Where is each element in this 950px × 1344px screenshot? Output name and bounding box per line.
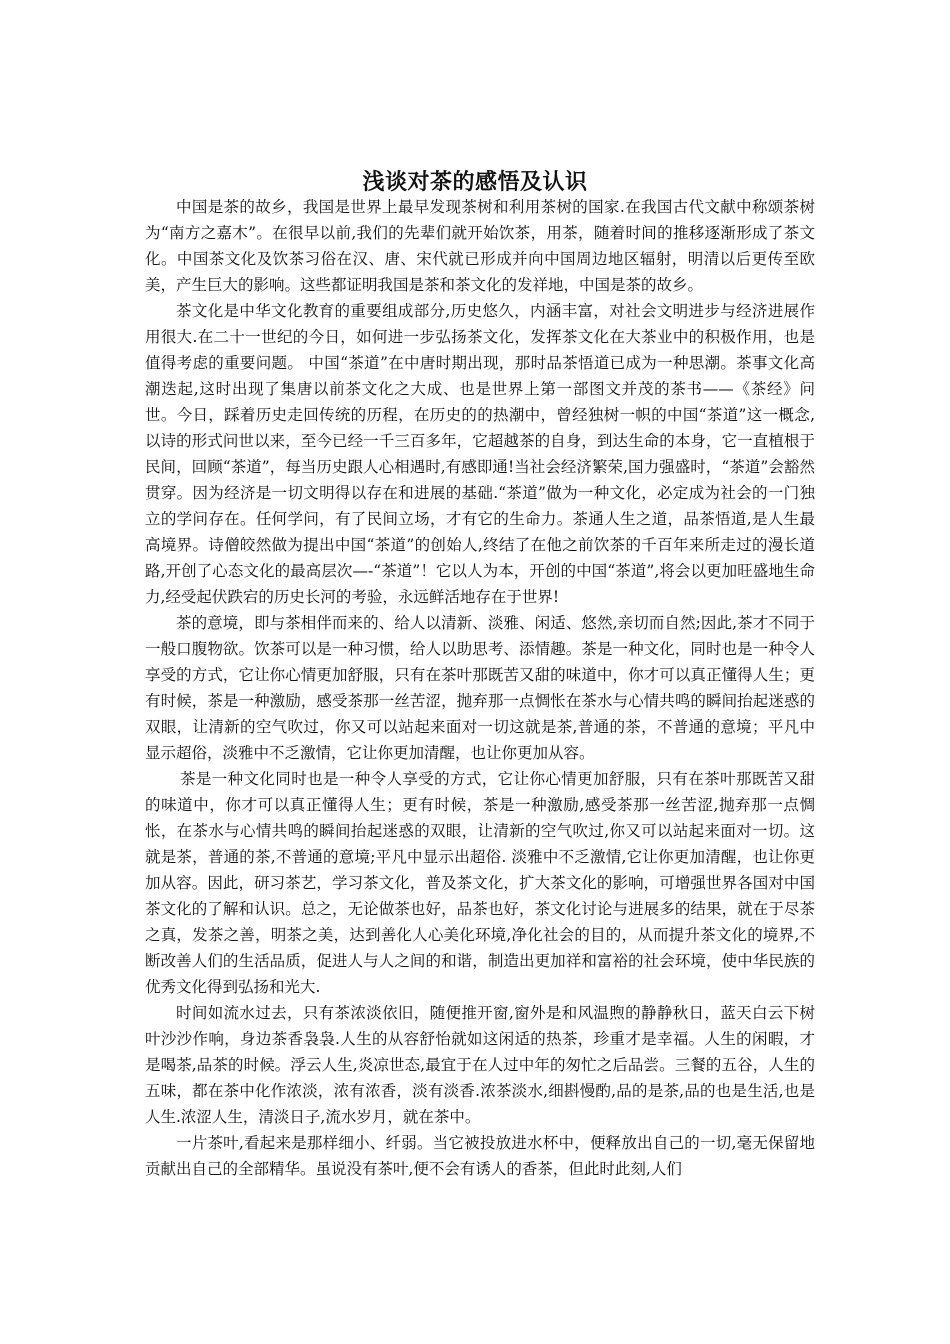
paragraph-time-and-tea: 时间如流水过去，只有茶浓淡依旧，随便推开窗,窗外是和风温煦的静静秋日，蓝天白云下树叶沙沙作响，身边茶香袅袅.人生的从容舒怡就如这闲适的热茶，珍重才是幸福。人生的闲暇，才是喝茶,品茶的时候。浮云人生,炎凉世态,最宜于在人过中年的匆忙之后品尝。三餐的五谷，人生的五味，都在茶中化作浓淡，浓有浓香，淡有淡香.浓茶淡水,细斟慢酌,品的是茶,品的也是生活,也是人生.浓涩人生，清淡日子,流水岁月，就在茶中。 [145, 1004, 815, 1126]
paragraph-tea-as-culture: 茶是一种文化同时也是一种令人享受的方式，它让你心情更加舒服，只有在茶叶那既苦又甜的味道中，你才可以真正懂得人生；更有时候，茶是一种激励,感受茶那一丝苦涩,抛弃那一点惆怅，在茶水与心情共鸣的瞬间抬起迷惑的双眼，让清新的空气吹过,你又可以站起来面对一切。这就是茶，普通的茶,不普通的意境;平凡中显示出超俗. 淡雅中不乏激情,它让你更加清醒，也让你更加从容。因此，研习茶艺，学习茶文化，普及茶文化，扩大茶文化的影响，可增强世界各国对中国茶文化的了解和认识。总之，无论做茶也好，品茶也好，茶文化讨论与进展多的结果，就在于尽茶之真，发茶之善，明茶之美，达到善化人心美化环境,净化社会的目的，从而提升茶文化的境界,不断改善人们的生活品质，促进人与人之间的和谐，制造出更加祥和富裕的社会环境，使中华民族的优秀文化得到弘扬和光大. [145, 770, 815, 996]
paragraph-tea-artistic-conception: 茶的意境，即与茶相伴而来的、给人以清新、淡雅、闲适、悠然,亲切而自然;因此,茶才不同于一般口腹物欲。饮茶可以是一种习惯，给人以助思考、添情趣。茶是一种文化，同时也是一种令人享受的方式，它让你心情更加舒服，只有在茶叶那既苦又甜的味道中，你才可以真正懂得人生；更有时候，茶是一种激励，感受茶那一丝苦涩，抛弃那一点惆怅在茶水与心情共鸣的瞬间抬起迷惑的双眼，让清新的空气吹过，你又可以站起来面对一切这就是茶,普通的茶，不普通的意境；平凡中显示超俗，淡雅中不乏激情，它让你更加清醒，也让你更加从容。 [145, 614, 815, 762]
paragraph-tea-culture: 茶文化是中华文化教育的重要组成部分,历史悠久，内涵丰富，对社会文明进步与经济进展作用很大.在二十一世纪的今日，如何进一步弘扬茶文化，发挥茶文化在大茶业中的积极作用，也是值得考虑的重要问题。 中国“茶道”在中唐时期出现，那时品茶悟道已成为一种思潮。茶事文化高潮迭起,这时出现了集唐以前茶文化之大成、也是世界上第一部图文并茂的茶书——《茶经》问世。今日，踩着历史走回传统的历程，在历史的的热潮中，曾经独树一帜的中国“茶道”这一概念,以诗的形式问世以来，至今已经一千三百多年，它超越茶的自身，到达生命的本身，它一直植根于民间，回顾“茶道”，每当历史跟人心相遇时,有感即通!当社会经济繁荣,国力强盛时，“茶道”会豁然贯穿。因为经济是一切文明得以存在和进展的基础.“茶道”做为一种文化，必定成为社会的一门独立的学问存在。任何学问，有了民间立场，才有它的生命力。茶通人生之道，品茶悟道,是人生最高境界。诗僧皎然做为提出中国“茶道”的创始人,终结了在他之前饮茶的千百年来所走过的漫长道路,开创了心态文化的最高层次—-“茶道”！它以人为本，开创的中国“茶道”,将会以更加旺盛地生命力,经受起伏跌宕的历史长河的考验，永远鲜活地存在于世界! [145, 302, 815, 606]
document-title: 浅谈对茶的感悟及认识 [362, 168, 588, 195]
paragraph-origin-of-tea: 中国是茶的故乡，我国是世界上最早发现茶树和利用茶树的国家.在我国古代文献中称颂茶树为“南方之嘉木”。在很早以前,我们的先辈们就开始饮茶，用茶，随着时间的推移逐渐形成了茶文化。中国茶文化及饮茶习俗在汉、唐、宋代就已形成并向中国周边地区辐射，明清以后更传至欧美，产生巨大的影响。这些都证明我国是茶和茶文化的发祥地，中国是茶的故乡。 [145, 198, 815, 294]
paragraph-tea-leaf: 一片茶叶,看起来是那样细小、纤弱。当它被投放进水杯中，便释放出自己的一切,毫无保留地贡献出自己的全部精华。虽说没有茶叶,便不会有诱人的香茶，但此时此刻,人们 [145, 1134, 815, 1178]
document-body [145, 194, 815, 1182]
